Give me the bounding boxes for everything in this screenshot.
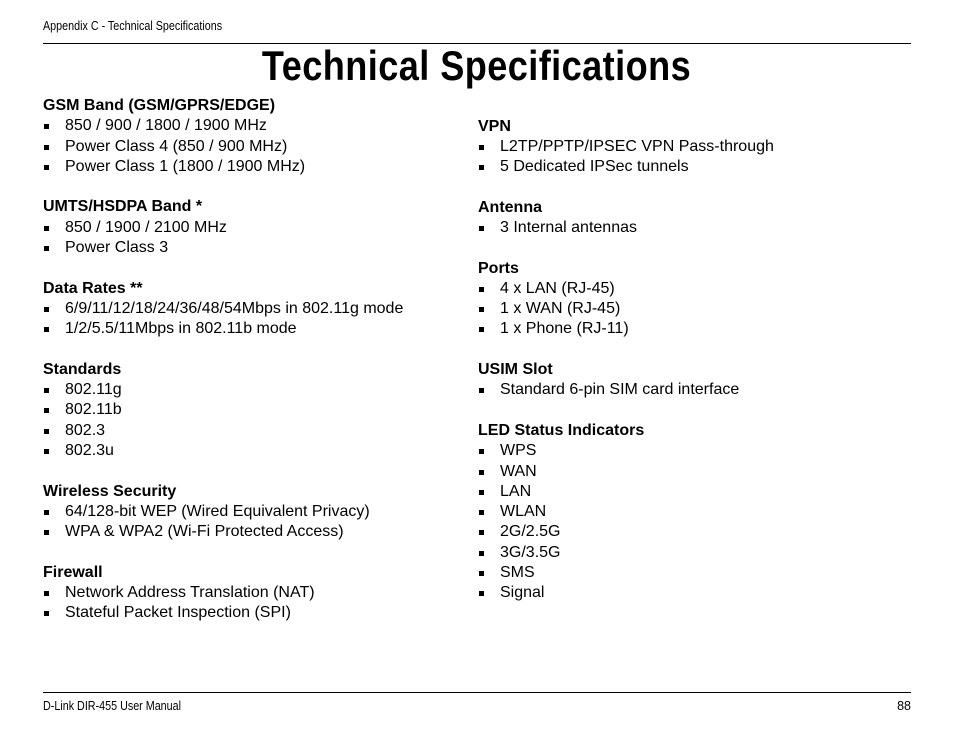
spec-item: 802.11g	[43, 380, 453, 400]
spec-item: L2TP/PPTP/IPSEC VPN Pass-through	[478, 137, 888, 157]
spec-list	[43, 116, 453, 177]
spec-item: 802.3u	[43, 441, 453, 461]
spec-section	[43, 197, 453, 258]
spec-list	[43, 583, 453, 624]
spec-section	[43, 482, 453, 543]
spec-list	[478, 380, 888, 400]
spec-item: WLAN	[478, 502, 888, 522]
spec-item: 2G/2.5G	[478, 522, 888, 542]
spec-item: 1/2/5.5/11Mbps in 802.11b mode	[43, 319, 453, 339]
spec-list	[478, 441, 888, 603]
spec-item: 850 / 1900 / 2100 MHz	[43, 218, 453, 238]
spec-item: Network Address Translation (NAT)	[43, 583, 453, 603]
spec-item: 3G/3.5G	[478, 543, 888, 563]
section-heading: Standards	[43, 360, 122, 378]
spec-item: 1 x WAN (RJ-45)	[478, 299, 888, 319]
spec-section	[478, 421, 888, 604]
spec-item: 5 Dedicated IPSec tunnels	[478, 157, 888, 177]
page-title	[0, 42, 954, 90]
spec-list	[478, 137, 888, 178]
spec-list	[43, 380, 453, 461]
section-heading: Antenna	[478, 198, 542, 216]
spec-section	[478, 360, 888, 401]
section-heading: Wireless Security	[43, 482, 177, 500]
spec-item: 1 x Phone (RJ-11)	[478, 319, 888, 339]
spec-item: Stateful Packet Inspection (SPI)	[43, 603, 453, 623]
spec-item: LAN	[478, 482, 888, 502]
spec-item: 850 / 900 / 1800 / 1900 MHz	[43, 116, 453, 136]
spec-list	[43, 218, 453, 259]
spec-item: Power Class 3	[43, 238, 453, 258]
spec-item: Power Class 1 (1800 / 1900 MHz)	[43, 157, 453, 177]
spec-section	[43, 563, 453, 624]
left-column	[43, 96, 453, 644]
spec-section	[43, 96, 453, 177]
spec-item: WPA & WPA2 (Wi-Fi Protected Access)	[43, 522, 453, 542]
footer-manual-title: D-Link DIR-455 User Manual	[43, 699, 182, 713]
spec-list	[43, 299, 453, 340]
right-column	[478, 117, 888, 624]
spec-item: WPS	[478, 441, 888, 461]
spec-item: Standard 6-pin SIM card interface	[478, 380, 888, 400]
spec-item: 64/128-bit WEP (Wired Equivalent Privacy)	[43, 502, 453, 522]
spec-item: 4 x LAN (RJ-45)	[478, 279, 888, 299]
spec-item: WAN	[478, 462, 888, 482]
section-heading: Firewall	[43, 563, 103, 581]
spec-section	[478, 198, 888, 239]
section-heading: GSM Band (GSM/GPRS/EDGE)	[43, 97, 276, 114]
section-heading: LED Status Indicators	[478, 421, 645, 439]
section-heading: USIM Slot	[478, 361, 553, 379]
spec-list	[478, 279, 888, 340]
page-number: 88	[897, 699, 911, 713]
spec-item: 3 Internal antennas	[478, 218, 888, 238]
page-title-text: Technical Specifications	[262, 42, 692, 89]
section-heading: UMTS/HSDPA Band *	[43, 198, 203, 216]
section-heading: Data Rates **	[43, 279, 143, 297]
spec-list	[478, 218, 888, 238]
spec-section	[478, 259, 888, 340]
footer-rule	[43, 692, 911, 693]
section-heading: Ports	[478, 259, 519, 277]
spec-item: SMS	[478, 563, 888, 583]
running-head: Appendix C - Technical Specifications	[43, 19, 223, 33]
spec-item: Power Class 4 (850 / 900 MHz)	[43, 137, 453, 157]
spec-list	[43, 502, 453, 543]
spec-item: 802.3	[43, 421, 453, 441]
spec-item: 802.11b	[43, 400, 453, 420]
spec-item: Signal	[478, 583, 888, 603]
spec-section	[43, 279, 453, 340]
spec-item: 6/9/11/12/18/24/36/48/54Mbps in 802.11g mode	[43, 299, 453, 319]
section-heading: VPN	[478, 117, 511, 135]
spec-section	[43, 360, 453, 461]
spec-section	[478, 117, 888, 178]
